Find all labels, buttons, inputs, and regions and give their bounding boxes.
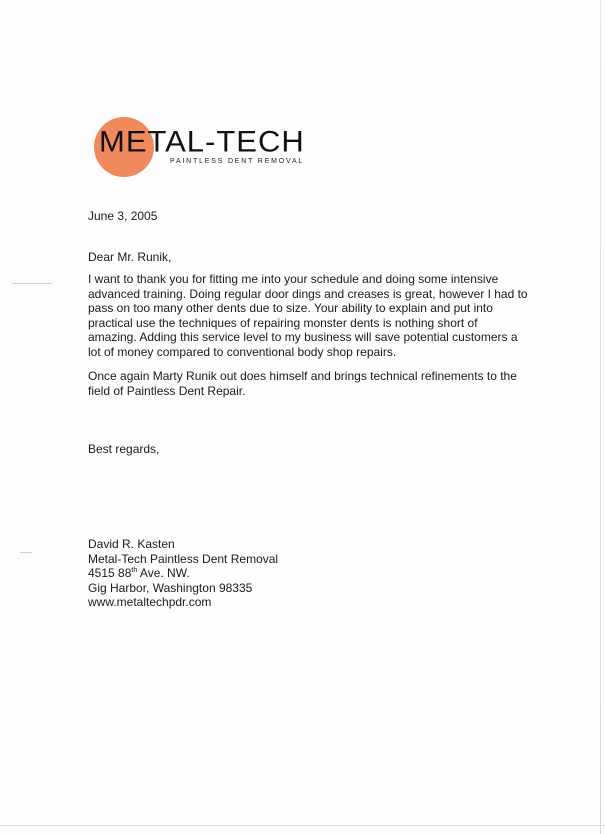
letter-closing: Best regards, — [88, 442, 160, 456]
letter-date: June 3, 2005 — [88, 209, 158, 223]
letter-salutation: Dear Mr. Runik, — [88, 250, 172, 264]
address-number: 4515 88 — [88, 566, 132, 580]
logo-company-name: METAL-TECH — [99, 125, 305, 159]
logo-tagline: PAINTLESS DENT REMOVAL — [170, 158, 305, 165]
letterhead-logo — [93, 115, 333, 180]
scan-edge-right — [600, 0, 601, 834]
scan-edge-bottom — [0, 825, 605, 826]
address-street: Ave. NW. — [137, 566, 190, 580]
address-ordinal: th — [131, 567, 138, 574]
signer-address — [88, 566, 278, 581]
scan-speck — [12, 283, 52, 284]
letter-paragraph: Once again Marty Runik out does himself and brings technical refinements to the field of Paintless Dent Repair. — [88, 369, 517, 398]
signer-city: Gig Harbor, Washington 98335 — [88, 580, 253, 595]
signer-name: David R. Kasten — [88, 537, 175, 551]
letter-paragraph: I want to thank you for fitting me into your schedule and doing some intensive advanced training. Doing regular door dings and creases is great, however I had to pass on too many other dents due to size. Your ability to explain and put into practical use the techniques of repairing monster dents is nothing short of amazing. Adding this service level to my business will save potential customers a lot of money compared to conventional body shop repairs. — [88, 272, 528, 359]
signature-block — [88, 537, 278, 610]
signer-company: Metal-Tech Paintless Dent Removal — [88, 551, 279, 566]
scan-speck — [20, 552, 32, 553]
signer-website: www.metaltechpdr.com — [88, 595, 212, 609]
